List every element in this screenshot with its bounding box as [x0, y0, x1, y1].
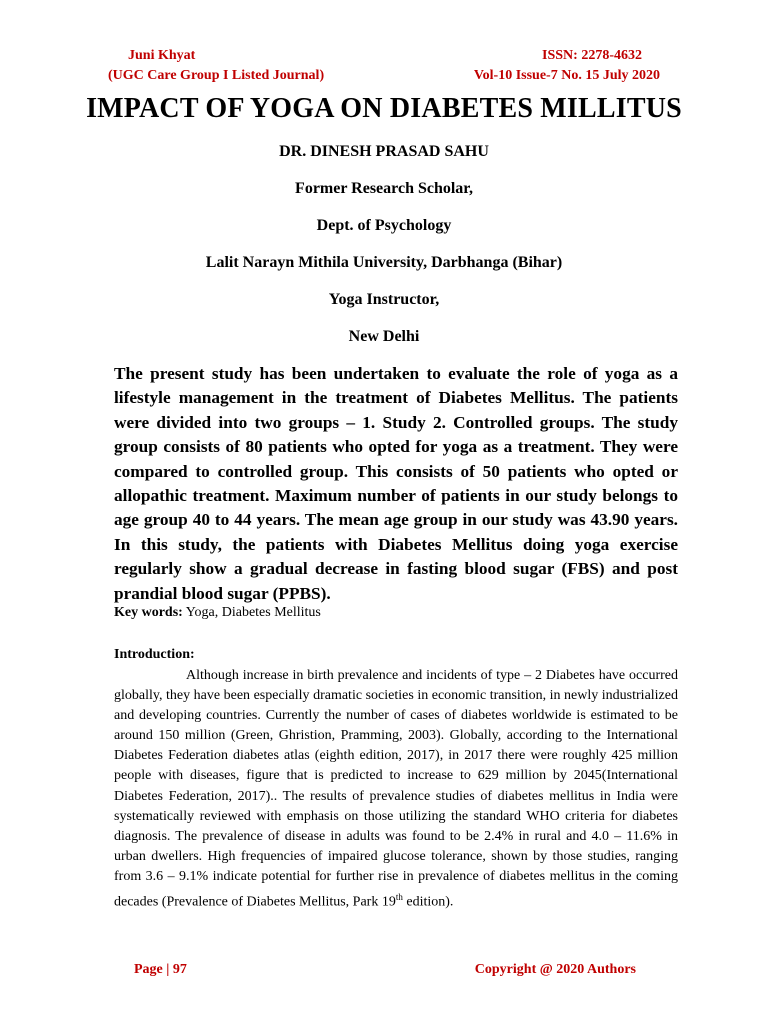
abstract-text: The present study has been undertaken to evaluate the role of yoga as a lifestyle management in the treatment of Diabetes Mellitus. The patients were divided into two groups – 1. Study 2. Controlled groups. The study group consists of 80 patients who opted for yoga as a treatment. They were compared to controlled group. This consists of 50 patients who opted or allopathic treatment. Maximum number of patients in our study belongs to age group 40 to 44 years. The mean age group in our study was 43.90 years. In this study, the patients with Diabetes Mellitus doing yoga exercise regularly show a gradual decrease in fasting blood sugar (FBS) and post prandial blood sugar (PPBS). — [114, 364, 678, 603]
page-number: Page | 97 — [134, 962, 187, 977]
author-affiliation-5: New Delhi — [348, 328, 420, 345]
introduction-paragraph — [114, 666, 678, 913]
issn: ISSN: 2278-4632 — [542, 48, 642, 63]
introduction-text: Although increase in birth prevalence and incidents of type – 2 Diabetes have occurred globally, they have been especially dramatic societies in economic transition, in newly industrialized and developing countries. Currently the number of cases of diabetes worldwide is estimated to be around 150 million (Green, Ghristion, Pramming, 2003). Globally, according to the International Diabetes Federation diabetes atlas (eighth edition, 2017), in 2017 there were roughly 425 million people with diseases, figure that is predicted to increase to 629 million by 2045(International Diabetes Federation, 2017).. The results of prevalence studies of diabetes mellitus in India were systematically reviewed with emphasis on those utilizing the standard WHO criteria for diabetes diagnosis. The prevalence of disease in adults was found to be 2.4% in rural and 4.0 – 11.6% in urban dwellers. High frequencies of impaired glucose tolerance, shown by those studies, ranging from 3.6 – 9.1% indicate potential for further rise in prevalence of diabetes mellitus in the coming decades (Prevalence of Diabetes Mellitus, Park 19 — [114, 668, 678, 910]
author-block — [0, 142, 768, 364]
introduction-heading: Introduction: — [114, 647, 195, 662]
abstract — [114, 362, 678, 606]
introduction-text-end: edition). — [402, 894, 454, 910]
introduction-body — [114, 666, 678, 913]
author-affiliation-1: Former Research Scholar, — [295, 180, 473, 197]
keywords-label: Key words: — [114, 605, 183, 620]
author-affiliation-3: Lalit Narayn Mithila University, Darbhanga (Bihar) — [205, 254, 563, 271]
running-header — [108, 46, 660, 86]
paper-title: IMPACT OF YOGA ON DIABETES MILLITUS — [86, 93, 682, 124]
edition-superscript: th — [395, 892, 403, 903]
author-affiliation-2: Dept. of Psychology — [316, 217, 452, 234]
journal-name: Juni Khyat — [128, 48, 196, 63]
volume-issue: Vol-10 Issue-7 No. 15 July 2020 — [473, 68, 660, 83]
copyright: Copyright @ 2020 Authors — [474, 962, 636, 977]
running-footer — [134, 960, 636, 980]
keywords-value: Yoga, Diabetes Mellitus — [182, 605, 321, 620]
keywords — [114, 603, 678, 623]
author-name: DR. DINESH PRASAD SAHU — [279, 143, 489, 160]
journal-listing: (UGC Care Group I Listed Journal) — [108, 68, 325, 83]
author-affiliation-4: Yoga Instructor, — [328, 291, 440, 308]
